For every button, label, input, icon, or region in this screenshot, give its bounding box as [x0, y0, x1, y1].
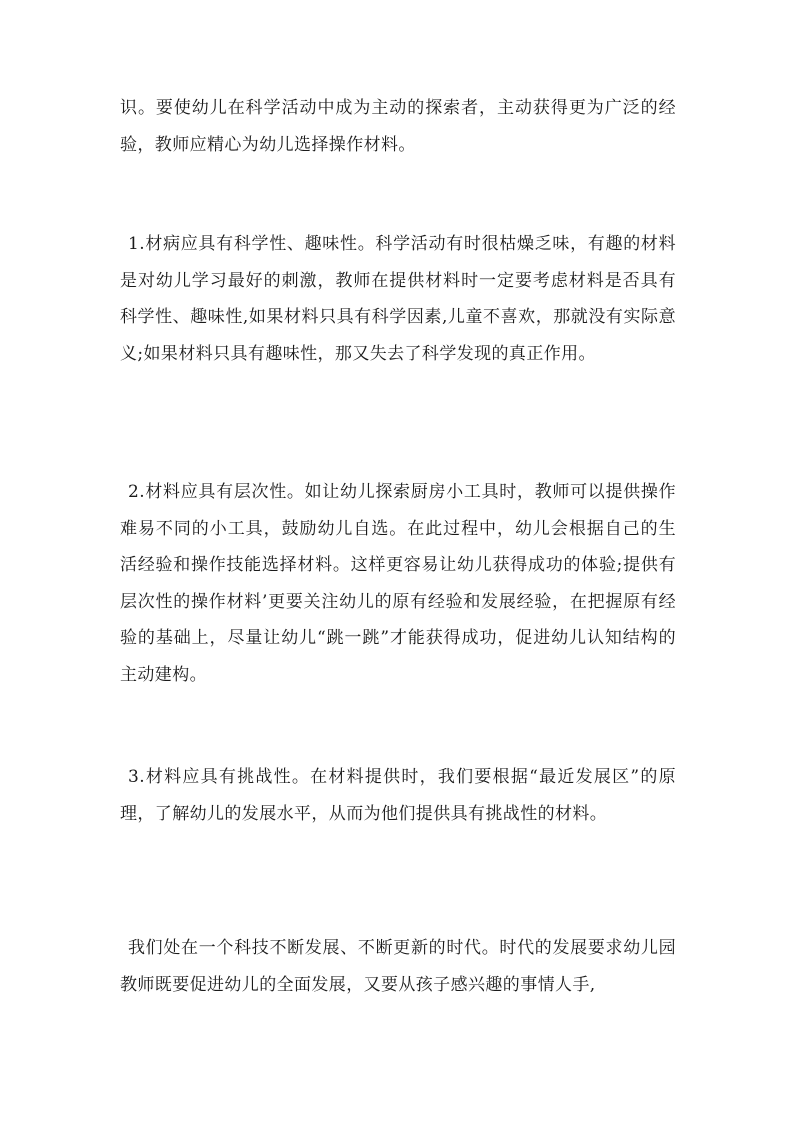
paragraph-point-2: 2.材料应具有层次性。如让幼儿探索厨房小工具时，教师可以提供操作难易不同的小工具，鼓励幼儿自选。在此过程中，幼儿会根据自己的生活经验和操作技能选择材料。这样更容易让幼儿获得成功的体验;提供有层次性的操作材料’更要关注幼儿的原有经验和发展经验，在把握原有经验的基础上，尽量让幼儿“跳一跳”才能获得成功，促进幼儿认知结构的主动建构。: [120, 482, 676, 685]
paragraph-closing: 我们处在一个科技不断发展、不断更新的时代。时代的发展要求幼儿园教师既要促进幼儿的全面发展，又要从孩子感兴趣的事情人手,: [120, 938, 676, 995]
paragraph-continuation: 识。要使幼儿在科学活动中成为主动的探索者，主动获得更为广泛的经验，教师应精心为幼儿选择操作材料。: [120, 98, 676, 155]
paragraph-point-1: 1.材病应具有科学性、趣味性。科学活动有时很枯燥乏味，有趣的材料是对幼儿学习最好的刺激，教师在提供材料时一定要考虑材料是否具有科学性、趣味性,如果材料只具有科学因素,儿童不喜欢，那就没有实际意义;如果材料只具有趣味性，那又失去了科学发现的真正作用。: [120, 234, 676, 364]
paragraph-point-3: 3.材料应具有挑战性。在材料提供时，我们要根据“最近发展区”的原理，了解幼儿的发展水平，从而为他们提供具有挑战性的材料。: [120, 767, 676, 824]
